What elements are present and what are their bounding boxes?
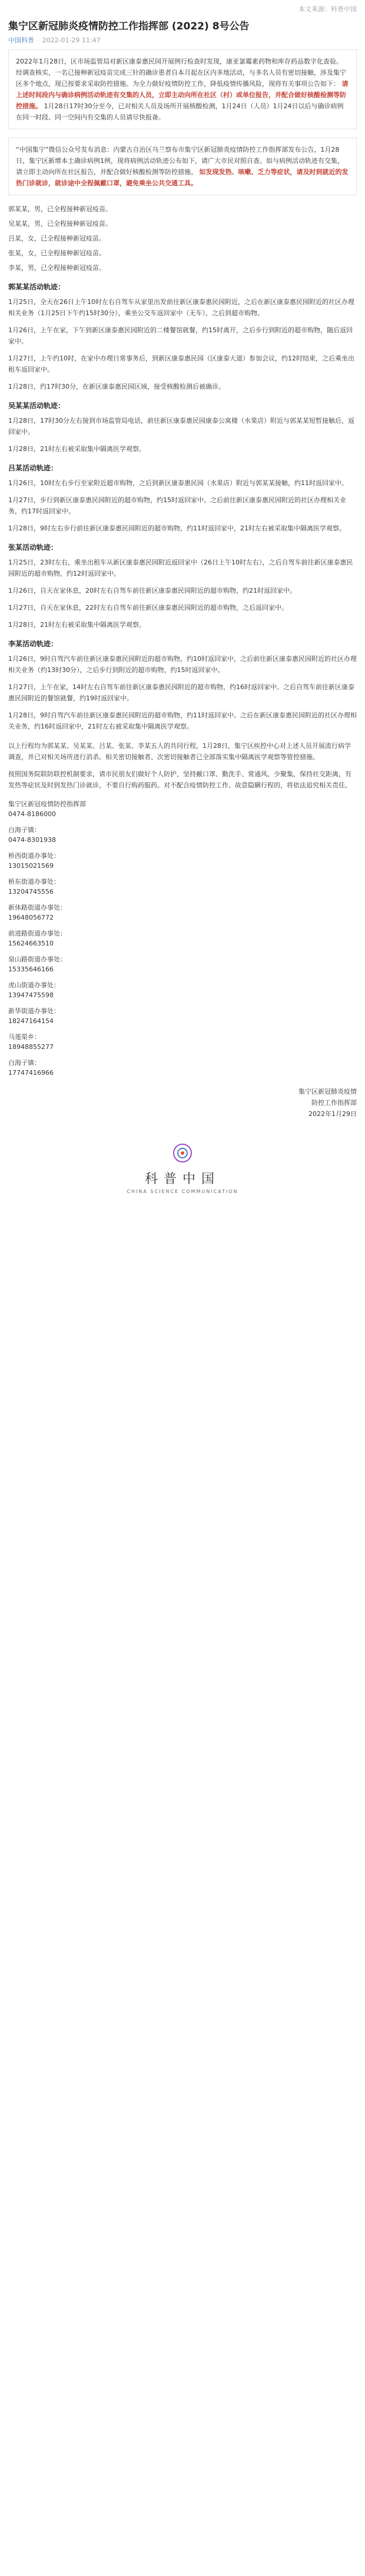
section-para: 1月28日，9时自驾汽车前往新区康泰惠民园附近的超市购物，约11时返回家中。之后在新区康泰惠民园附近的社区办理相关业务，约16时返回家中，21时左右被采取集中隔离医学观察。 [8,711,357,730]
contact-item [8,877,357,897]
closing-para: 按照国务院联防联控机制要求，请市民朋友们做好个人防护，坚持戴口罩、勤洗手、常通风、少聚集，保持社交距离，有发热等症状及时到发热门诊就诊，不要自行购药服药。对不配合疫情防控工作、故意隐瞒行程的，将依法追究相关责任。 [8,770,351,789]
section-lv [8,463,357,534]
article-title: 集宁区新冠肺炎疫情防控工作指挥部 (2022) 8号公告 [8,21,250,32]
section-para: 1月26日，自天在家休息，20时左右自驾车前往新区康泰惠民园附近的超市购物，约21时返回家中。 [8,587,296,594]
contact-item [8,1006,357,1026]
topbar [0,0,365,18]
section-para: 1月27日，上午约10时，在家中办理日常事务后，到新区康泰惠民园（区康泰大道）参加会议，约12时结束，之后乘坐出租车返回家中。 [8,355,354,373]
section-li [8,639,357,732]
contact-item [8,928,357,948]
footer-logo [8,1143,357,1194]
signature-date: 2022年1月29日 [308,1110,357,1118]
article-source[interactable]: 中国科普 [8,36,34,44]
contact-label: 新华街道办事处： [8,1007,60,1015]
contact-label: 白海子镇： [8,826,41,834]
signature [8,1086,357,1120]
contact-number[interactable]: 19648056772 [8,914,54,921]
contact-item [8,851,357,871]
closing-para: 以上行程均为郭某某、吴某某、吕某、张某、李某五人的共同行程，1月28日，集宁区疾控中心对上述人员开展流行病学调查，并已对相关场所进行消杀。相关密切接触者、次密切接触者已全部落实集中隔离医学观察等管控措施。 [8,742,351,761]
case-list [8,203,357,273]
contact-label: 泉山路街道办事处： [8,955,67,963]
contact-item [8,1032,357,1052]
section-para: 1月26日，9时自驾汽车前往新区康泰惠民园附近的超市购物，约10时返回家中，之后前往新区康泰惠民园附近的社区办理相关业务（约13时30分），之后步行到附近的超市购物，约15时返回家中。 [8,655,357,674]
summary-box [8,49,357,129]
case-item: 郭某某，男，已全程接种新冠疫苗。 [8,205,112,213]
section-heading: 吕某活动轨迹： [8,464,58,472]
logo-title: 科普中国 [144,1172,220,1187]
section-heading: 郭某某活动轨迹： [8,283,65,291]
contact-item [8,799,357,819]
article-date: 2022-01-29 11:47 [42,36,101,44]
case-item: 吴某某，男，已全程接种新冠疫苗。 [8,220,112,228]
case-item: 李某，男，已全程接种新冠疫苗。 [8,264,105,272]
logo-subtitle: CHINA SCIENCE COMMUNICATION [127,1189,238,1194]
section-heading: 张某活动轨迹： [8,543,58,552]
case-item: 吕某，女，已全程接种新冠疫苗。 [8,235,105,242]
summary-text-3: 1月28日17时30分至今，已对相关人员及场所开展核酸检测，1月24日（人员）1月24日以后与确诊病例在同一时段、同一空间内有交集的人员请尽快报备。 [16,102,344,121]
contact-number[interactable]: 0474-8186000 [8,810,56,818]
contact-number[interactable]: 18247164154 [8,1017,54,1025]
section-para: 1月27日，自天在家休息，22时左右自驾车前往新区康泰惠民园附近的超市购物，之后返回家中。 [8,604,288,612]
case-item: 张某，女，已全程接种新冠疫苗。 [8,249,105,257]
summary-red-text: 请上述时间段内与确诊病例活动轨迹有交集的人员，立即主动向所在社区（村）或单位报告，并配合做好核酸检测等防控措施。 [16,80,349,110]
section-guo [8,282,357,392]
contact-item [8,980,357,1000]
contact-item [8,825,357,845]
contact-number[interactable]: 13015021569 [8,862,54,870]
contact-number[interactable]: 13947475598 [8,991,54,999]
section-para: 1月28日，17时30分左右接到市场监管局电话，前往新区康泰惠民园康泰公寓楼（水果店）附近与郭某某短暂接触后，返回家中。 [8,417,354,436]
article [0,20,365,1194]
closing [8,740,357,791]
section-para: 1月28日，21时左右被采取集中隔离医学观察。 [8,621,145,629]
notice-red-text: 如发现发热、咳嗽、乏力等症状，请及时到就近的发热门诊就诊，就诊途中全程佩戴口罩，避免乘坐公共交通工具。 [16,168,349,187]
summary-text-1: 2022年1月28日，区市场监管局对新区康泰惠民园开展例行检查时发现，康亚氯霉素药物和库存药品数字化查验。 [16,58,343,65]
notice-text: “中国集宁”微信公众号发布消息：内蒙古自治区乌兰察布市集宁区新冠肺炎疫情防控工作指挥部发布公告，1月28日，集宁区新增本土确诊病例1例，现将病例活动轨迹公布如下，请广大市民对照自查。如与病例活动轨迹有交集，请立即主动向所在社区报告，并配合做好核酸检测等防控措施。 [16,146,344,176]
contact-number[interactable]: 13204745556 [8,888,54,896]
summary-text-2: 经调查核实，一名已接种新冠疫苗完成三针的确诊患者自本月起在区内多地活动，与多名人员有密切接触，涉及集宁区多个地点，现已按要求采取防控措施。为全力做好疫情防控工作，降低疫情传播风险，现将有关事项公告如下： [16,69,346,88]
contact-number[interactable]: 18948855277 [8,1043,54,1051]
contact-label: 新体路街道办事处： [8,904,67,911]
contact-number[interactable]: 15335646166 [8,965,54,973]
section-para: 1月27日，上午在家，14时左右自驾车前往新区康泰惠民园附近的超市购物，约16时返回家中。之后自驾车前往新区康泰惠民园附近的餐馆就餐，约19时返回家中。 [8,683,354,702]
section-para: 1月28日，9时左右步行前往新区康泰惠民园附近的超市购物，约11时返回家中，21时左右被采取集中隔离医学观察。 [8,524,346,532]
contact-number[interactable]: 15624663510 [8,940,54,947]
topbar-text: 本文来源：科普中国 [298,5,357,13]
contact-label: 白海子镇： [8,1059,41,1067]
contact-item [8,1058,357,1078]
section-para: 1月26日，上午在家，下午到新区康泰惠民园附近的二楼餐馆就餐，约15时离开，之后步行到附近的超市购物，随后返回家中。 [8,326,353,345]
section-wu [8,400,357,455]
notice-box [8,138,357,195]
contact-label: 前进路街道办事处： [8,930,67,937]
section-para: 1月25日，23时左右，乘坐出租车从新区康泰惠民园附近返回家中（26日上午10时左右），之后自驾车前往新区康泰惠民园附近的超市购物，约12时返回家中。 [8,559,353,577]
section-heading: 吴某某活动轨迹： [8,402,65,410]
kepu-logo-icon [172,1143,193,1163]
section-para: 1月28日，21时左右被采取集中隔离医学观察。 [8,445,145,453]
section-heading: 李某活动轨迹： [8,640,58,648]
contact-item [8,903,357,923]
contact-label: 桥东街道办事处： [8,878,60,886]
section-para: 1月25日，全天在26日上午10时左右自驾车从家里出发前往新区康泰惠民园附近，之后在新区康泰惠民园附近的社区办理相关业务（1月25日下午约15时30分），乘坐公交车返回家中（无车），之后到超市购物。 [8,298,354,317]
contact-label: 虎山街道办事处： [8,981,60,989]
contact-list [8,799,357,1078]
contact-item [8,954,357,974]
section-para: 1月27日，步行到新区康泰惠民园附近的超市购物，约15时返回家中。之后前往新区康泰惠民园附近的社区办理相关业务，约17时返回家中。 [8,496,346,515]
article-meta [8,35,357,45]
section-zhang [8,542,357,630]
contact-number[interactable]: 17747416966 [8,1069,54,1077]
signature-line: 集宁区新冠肺炎疫情 [298,1088,357,1095]
contact-label: 马莲渠乡： [8,1033,41,1041]
section-para: 1月28日，约17时30分，在新区康泰惠民园区域，接受核酸检测后被确诊。 [8,383,225,390]
contact-label: 桥西街道办事处： [8,852,60,860]
section-para: 1月26日，10时左右步行至家附近超市购物，之后到新区康泰惠民园（水果店）附近与郭某某接触，约11时返回家中。 [8,479,348,487]
contact-label: 集宁区新冠疫情防控指挥部 [8,800,86,808]
signature-line: 防控工作指挥部 [311,1099,357,1107]
contact-number[interactable]: 0474-8301938 [8,836,56,844]
